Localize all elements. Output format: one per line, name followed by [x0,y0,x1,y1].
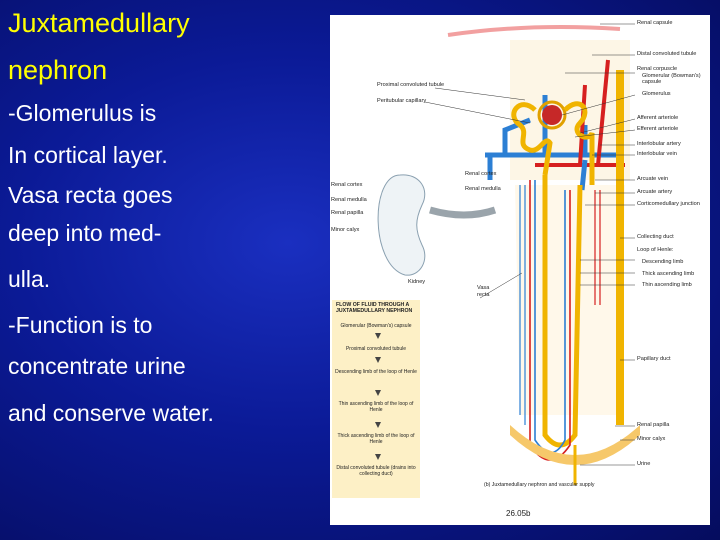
label-proximal-convoluted-tubule: Proximal convoluted tubule [377,82,445,88]
label-kidney: Kidney [408,279,426,285]
label-arcuate-vein: Arcuate vein [637,176,669,182]
label-afferent-arteriole: Afferent arteriole [637,115,679,121]
body-line: deep into med- [8,220,162,246]
flow-arrow-icon [375,454,381,460]
flow-step: Descending limb of the loop of Henle [335,369,417,375]
label-glomerulus: Glomerulus [642,91,671,97]
label-glomerular-capsule: Glomerular (Bowman's) [642,73,701,79]
label-peritubular-capillary: Peritubular capillary [377,98,427,104]
label-efferent-arteriole: Efferent arteriole [637,126,679,132]
label-interlobular-artery: Interlobular artery [637,141,681,147]
label-recta: recta [477,292,490,298]
flow-arrow-icon [375,422,381,428]
body-line: concentrate urine [8,353,186,379]
flow-arrow-icon [375,357,381,363]
label-capsule: capsule [642,79,662,85]
flow-arrow-icon [375,333,381,339]
flow-step: Thick ascending limb of the loop of Henle [337,433,415,445]
label-renal-medulla-kidney: Renal medulla [331,197,367,203]
label-renal-corpuscle: Renal corpuscle [637,66,678,72]
body-line: ulla. [8,266,51,292]
figure-number: 26.05b [506,509,531,518]
label-papillary-duct: Papillary duct [637,356,671,362]
label-minor-calyx-kidney: Minor calyx [331,227,360,233]
flow-step: Thin ascending limb of the loop of Henle [338,401,414,413]
figure-caption: (b) Juxtamedullary nephron and vascular supply [484,482,595,488]
body-line: Vasa recta goes [8,182,173,208]
slide-title-line-1: Juxtamedullary [8,8,190,38]
body-line: -Glomerulus is [8,100,157,126]
flow-arrow-icon [375,390,381,396]
flow-step: Proximal convoluted tubule [345,346,407,352]
label-renal-papilla: Renal papilla [637,422,670,428]
flow-heading: FLOW OF FLUID THROUGH A JUXTAMEDULLARY NEPHRON [336,302,413,314]
body-line: -Function is to [8,312,153,338]
label-thin-ascending-limb: Thin ascending limb [642,282,692,288]
label-arcuate-artery: Arcuate artery [637,189,673,195]
label-corticomedullary-junction: Corticomedullary junction [637,201,700,207]
label-distal-convoluted-tubule: Distal convoluted tubule [637,51,697,57]
label-thick-ascending-limb: Thick ascending limb [642,271,695,277]
flow-step: Distal convoluted tubule (drains into collecting duct) [336,465,416,477]
label-urine: Urine [637,461,651,467]
label-renal-medulla-zoom: Renal medulla [465,186,501,192]
label-collecting-duct: Collecting duct [637,234,674,240]
label-renal-cortex-zoom: Renal cortex [465,171,497,177]
body-line: and conserve water. [8,400,214,426]
label-renal-cortex-kidney: Renal cortex [331,182,363,188]
label-renal-papilla-kidney: Renal papilla [331,210,364,216]
nephron-diagram-figure [330,15,710,525]
label-minor-calyx: Minor calyx [637,436,666,442]
label-loop-of-henle: Loop of Henle: [637,247,674,253]
slide-title-line-2: nephron [8,55,108,85]
flow-of-fluid-box [332,300,420,498]
label-descending-limb: Descending limb [642,259,684,265]
label-renal-capsule: Renal capsule [637,20,673,26]
label-vasa: Vasa [477,285,490,291]
flow-step: Glomerular (Bowman's) capsule [340,323,412,329]
body-line: In cortical layer. [8,142,168,168]
label-interlobular-vein: Interlobular vein [637,151,677,157]
